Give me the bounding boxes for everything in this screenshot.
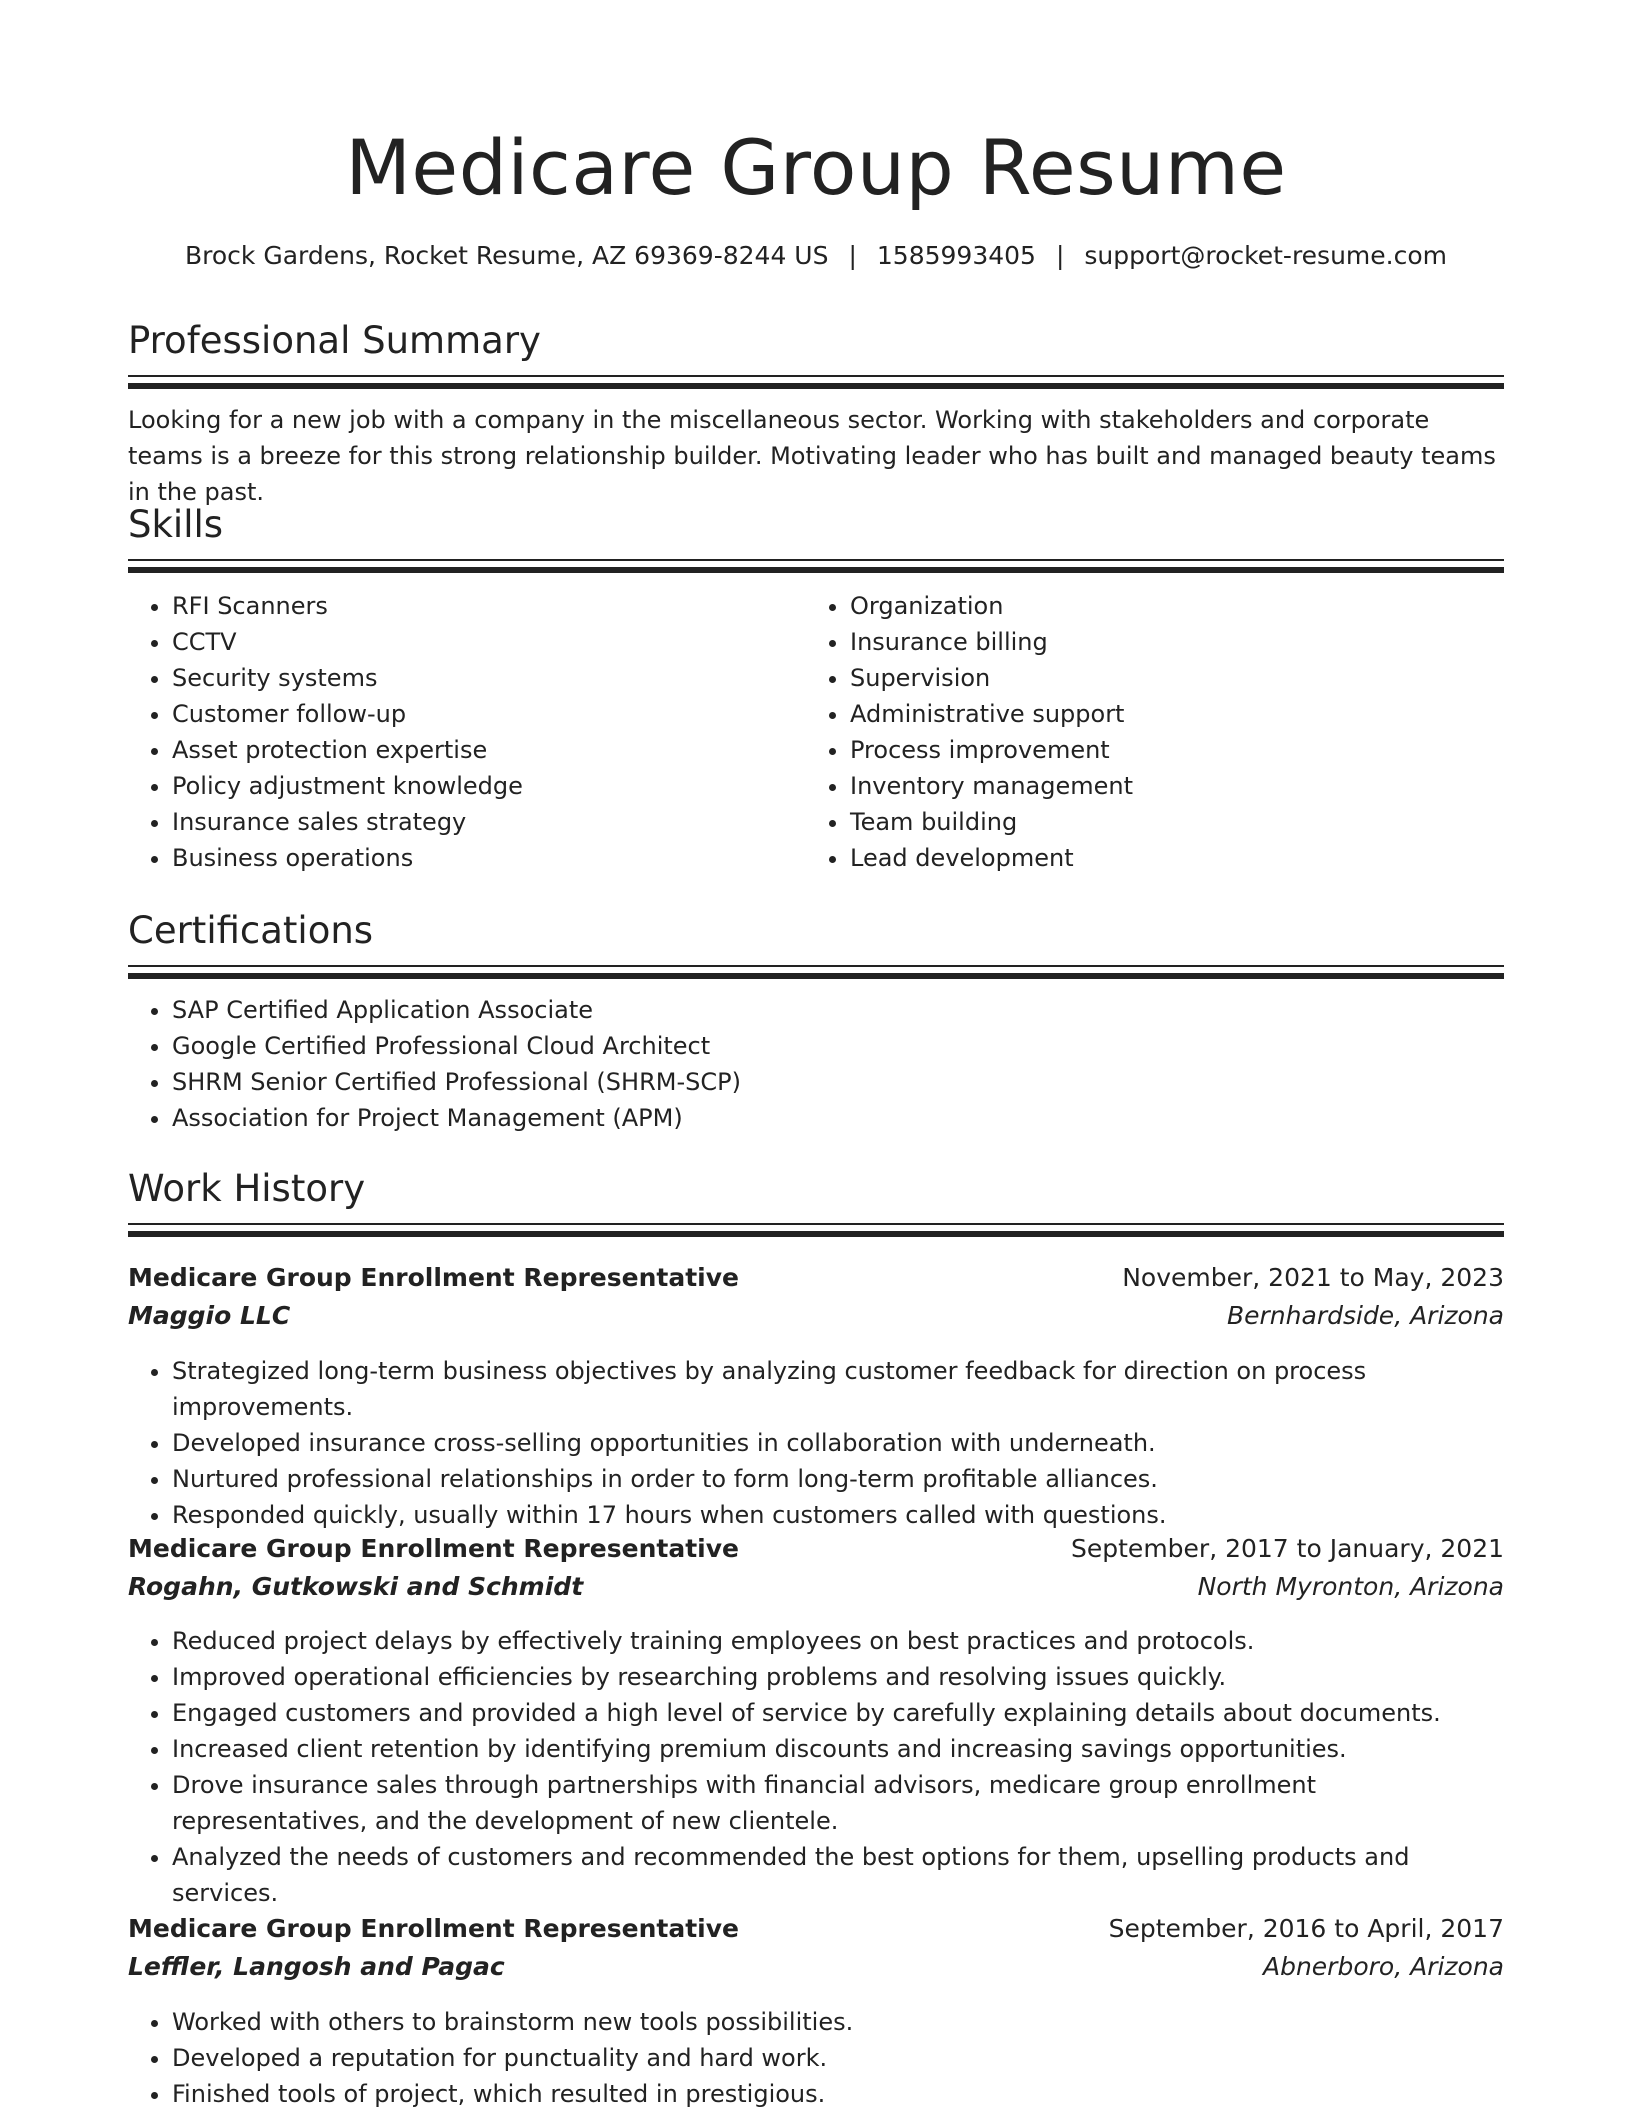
contact-separator: |	[1055, 241, 1065, 270]
job-bullet: • Strategized long-term business objectives by analyzing customer feedback for direction on process improvements.	[172, 1353, 1504, 1425]
certification-item: • Association for Project Management (APM)	[172, 1100, 1472, 1136]
skill-item: • Supervision	[850, 660, 1450, 696]
job-title: Medicare Group Enrollment Representative	[128, 1914, 739, 1943]
job-bullet: • Engaged customers and provided a high level of service by carefully explaining details about documents.	[172, 1695, 1504, 1731]
section-title-certifications: Certifications	[128, 909, 374, 952]
section-divider	[128, 965, 1504, 979]
job-bullets	[128, 1353, 1504, 1533]
job-company: Rogahn, Gutkowski and Schmidt	[128, 1572, 584, 1601]
job-header	[128, 1259, 1504, 1335]
job-bullets	[128, 1623, 1504, 1911]
contact-address: Brock Gardens, Rocket Resume, AZ 69369-8244 US	[184, 241, 829, 270]
job-bullet: • Finished tools of project, which resulted in prestigious.	[172, 2076, 1504, 2112]
job-dates: September, 2017 to January, 2021	[1071, 1534, 1504, 1563]
job-bullet: • Developed insurance cross-selling opportunities in collaboration with underneath.	[172, 1425, 1504, 1461]
contact-phone: 1585993405	[876, 241, 1036, 270]
job-bullet: • Analyzed the needs of customers and recommended the best options for them, upselling products and services.	[172, 1839, 1504, 1911]
certifications-list	[128, 992, 1472, 1136]
skills-list-left	[128, 588, 772, 876]
certification-item: • SAP Certified Application Associate	[172, 992, 1472, 1028]
skill-item: • Asset protection expertise	[172, 732, 772, 768]
skill-item: • Team building	[850, 804, 1450, 840]
section-divider	[128, 559, 1504, 573]
job-bullets	[128, 2004, 1504, 2112]
job-location: North Myronton, Arizona	[1197, 1572, 1504, 1601]
job-bullet: • Drove insurance sales through partnerships with financial advisors, medicare group enrollment representatives, and the development of new clientele.	[172, 1767, 1504, 1839]
skill-item: • Insurance billing	[850, 624, 1450, 660]
summary-text: Looking for a new job with a company in the miscellaneous sector. Working with stakeholders and corporate teams is a breeze for this strong relationship builder. Motivating leader who has built and managed beauty teams in the past.	[128, 406, 1496, 506]
skills-list-right	[806, 588, 1450, 876]
job-bullet: • Increased client retention by identifying premium discounts and increasing savings opportunities.	[172, 1731, 1504, 1767]
job-company: Maggio LLC	[128, 1301, 291, 1330]
section-title-summary: Professional Summary	[128, 319, 541, 362]
section-title-work-history: Work History	[128, 1167, 366, 1210]
skill-item: • Organization	[850, 588, 1450, 624]
skill-item: • Business operations	[172, 840, 772, 876]
skill-item: • Lead development	[850, 840, 1450, 876]
skill-item: • RFI Scanners	[172, 588, 772, 624]
job-dates: November, 2021 to May, 2023	[1122, 1263, 1504, 1292]
section-divider	[128, 375, 1504, 389]
job-company: Leffler, Langosh and Pagac	[128, 1952, 505, 1981]
section-divider	[128, 1223, 1504, 1237]
skill-item: • CCTV	[172, 624, 772, 660]
skill-item: • Insurance sales strategy	[172, 804, 772, 840]
skill-item: • Administrative support	[850, 696, 1450, 732]
job-bullet: • Reduced project delays by effectively training employees on best practices and protocols.	[172, 1623, 1504, 1659]
skill-item: • Customer follow-up	[172, 696, 772, 732]
job-bullet: • Developed a reputation for punctuality and hard work.	[172, 2040, 1504, 2076]
job-title: Medicare Group Enrollment Representative	[128, 1534, 739, 1563]
contact-line	[128, 238, 1504, 274]
job-dates: September, 2016 to April, 2017	[1108, 1914, 1504, 1943]
certification-item: • SHRM Senior Certified Professional (SHRM-SCP)	[172, 1064, 1472, 1100]
job-bullet: • Nurtured professional relationships in order to form long-term profitable alliances.	[172, 1461, 1504, 1497]
section-title-skills: Skills	[128, 503, 224, 546]
contact-separator: |	[848, 241, 857, 270]
certification-item: • Google Certified Professional Cloud Architect	[172, 1028, 1472, 1064]
skill-item: • Policy adjustment knowledge	[172, 768, 772, 804]
job-bullet: • Worked with others to brainstorm new tools possibilities.	[172, 2004, 1504, 2040]
job-title: Medicare Group Enrollment Representative	[128, 1263, 739, 1292]
job-location: Bernhardside, Arizona	[1227, 1301, 1504, 1330]
job-location: Abnerboro, Arizona	[1262, 1952, 1504, 1981]
job-bullet: • Responded quickly, usually within 17 hours when customers called with questions.	[172, 1497, 1504, 1533]
skill-item: • Security systems	[172, 660, 772, 696]
resume-title: Medicare Group Resume	[345, 123, 1287, 212]
contact-email: support@rocket-resume.com	[1084, 241, 1448, 270]
job-header	[128, 1910, 1504, 1986]
skill-item: • Inventory management	[850, 768, 1450, 804]
job-header	[128, 1530, 1504, 1606]
job-bullet: • Improved operational efficiencies by researching problems and resolving issues quickly.	[172, 1659, 1504, 1695]
skill-item: • Process improvement	[850, 732, 1450, 768]
